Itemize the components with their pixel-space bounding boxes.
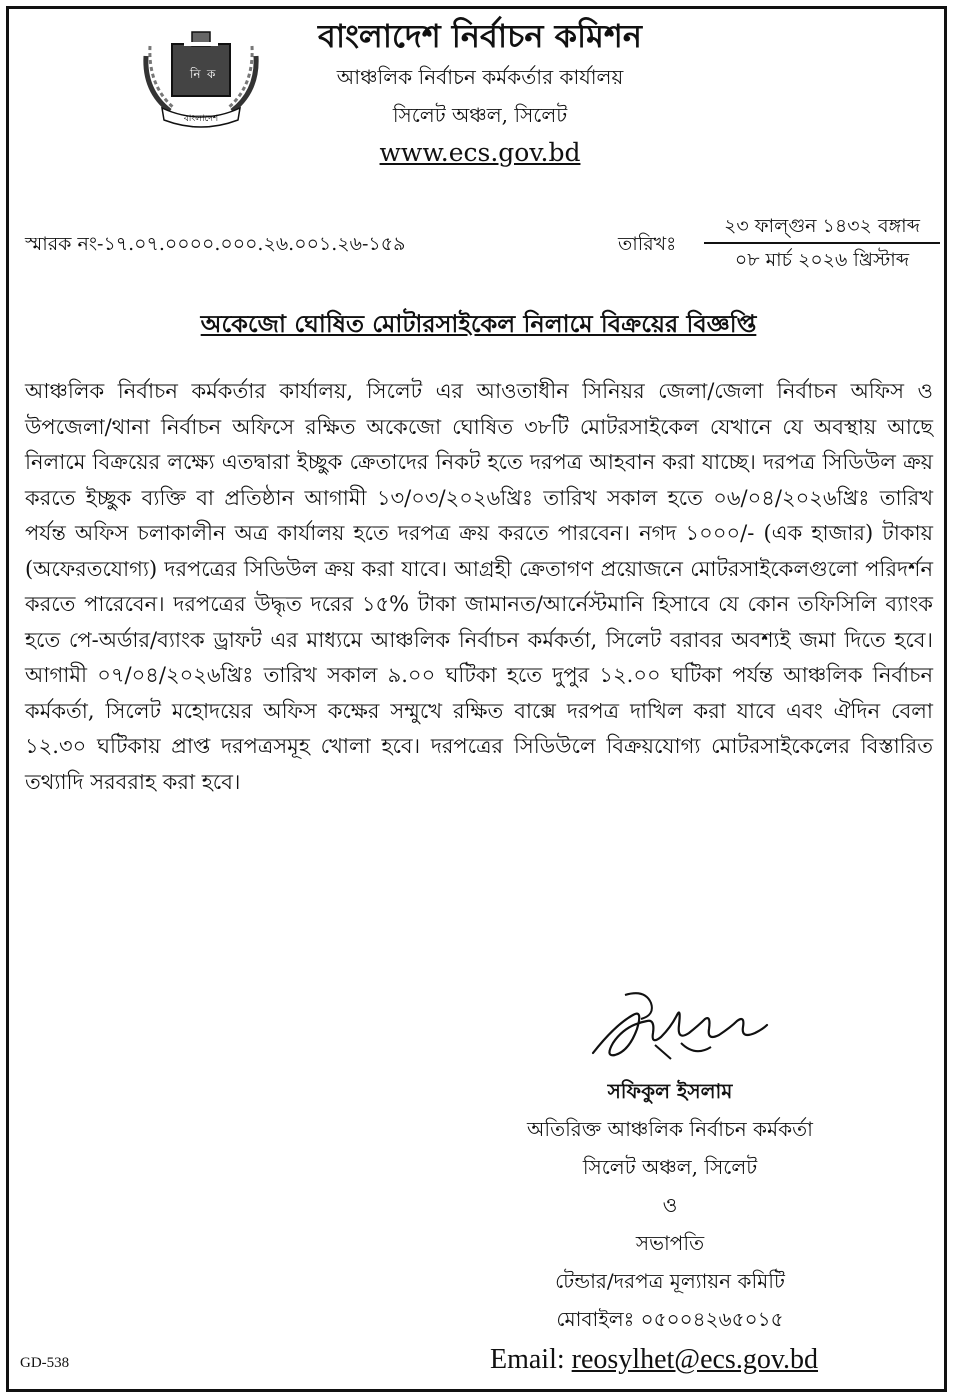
- date-gregorian: ০৮ মার্চ ২০২৬ খ্রিস্টাব্দ: [734, 249, 910, 271]
- election-commission-logo: [140, 16, 262, 128]
- handwritten-signature: [585, 985, 770, 1065]
- office-region: সিলেট অঞ্চল, সিলেট: [392, 103, 568, 127]
- signatory-committee: টেন্ডার/দরপত্র মূল্যায়ন কমিটি: [555, 1269, 785, 1293]
- date-bangla: ২৩ ফাল্গুন ১৪৩২ বঙ্গাব্দ: [704, 210, 940, 244]
- subject-text: অকেজো ঘোষিত মোটারসাইকেল নিলামে বিক্রয়ের বিজ্ঞপ্তি: [200, 309, 757, 338]
- date-block: [704, 210, 940, 276]
- memo-number: স্মারক নং-১৭.০৭.০০০০.০০০.২৬.০০১.২৬-১৫৯: [25, 233, 406, 255]
- gd-code: GD-538: [20, 1355, 70, 1371]
- notice-body: আঞ্চলিক নির্বাচন কর্মকর্তার কার্যালয়, সিলেট এর আওতাধীন সিনিয়র জেলা/জেলা নির্বাচন অফিস ও উপজেলা/থানা নির্বাচন অফিসে রক্ষিত অকেজো ঘোষিত ৩৮টি মোটরসাইকেল যেখানে যে অবস্থায় আছে নিলামে বিক্রয়ের লক্ষ্যে এতদ্বারা ইচ্ছুক ক্রেতাদের নিকট হতে দরপত্র আহবান করা যাচ্ছে। দরপত্র সিডিউল ক্রয় করতে ইচ্ছুক ব্যক্তি বা প্রতিষ্ঠান আগামী ১৩/০৩/২০২৬খ্রিঃ তারিখ সকাল হতে ০৬/০৪/২০২৬খ্রিঃ তারিখ পর্যন্ত অফিস চলাকালীন অত্র কার্যালয় হতে দরপত্র ক্রয় করতে পারবেন। নগদ ১০০০/- (এক হাজার) টাকায় (অফেরতযোগ্য) দরপত্রের সিডিউল ক্রয় করা যাবে। আগ্রহী ক্রেতাগণ প্রয়োজনে মোটরসাইকেলগুলো পরিদর্শন করতে পারেবেন। দরপত্রের উদ্ধৃত দরের ১৫% টাকা জামানত/আর্নেস্টমানি হিসাবে যে কোন তফিসিলি ব্যাংক হতে পে-অর্ডার/ব্যাংক ড্রাফট এর মাধ্যমে আঞ্চলিক নির্বাচন কর্মকর্তা, সিলেট বরাবর অবশ্যই জমা দিতে হবে। আগামী ০৭/০৪/২০২৬খ্রিঃ তারিখ সকাল ৯.০০ ঘটিকা হতে দুপুর ১২.০০ ঘটিকা পর্যন্ত আঞ্চলিক নির্বাচন কর্মকর্তা, সিলেট মহোদয়ের অফিস কক্ষের সম্মুখে রক্ষিত বাক্সে দরপত্র দাখিল করা যাবে এবং ঐদিন বেলা ১২.৩০ ঘটিকায় প্রাপ্ত দরপত্রসমূহ খোলা হবে। দরপত্রের সিডিউলে বিক্রয়যোগ্য মোটরসাইকেলের বিস্তারিত তথ্যাদি সরবরাহ করা হবে।: [25, 379, 933, 794]
- signatory-conjunction: ও: [662, 1193, 678, 1217]
- signatory-role: সভাপতি: [635, 1231, 705, 1255]
- date-label: তারিখঃ: [618, 233, 677, 255]
- signatory-region: সিলেট অঞ্চল, সিলেট: [582, 1155, 758, 1179]
- svg-text:নি: নি: [190, 67, 201, 81]
- email-label: Email:: [490, 1344, 565, 1375]
- notice-subject: [0, 306, 957, 346]
- signatory-name: সফিকুল ইসলাম: [607, 1079, 733, 1103]
- svg-text:বাংলাদেশ: বাংলাদেশ: [183, 114, 219, 124]
- office-name: আঞ্চলিক নির্বাচন কর্মকর্তার কার্যালয়: [336, 65, 624, 89]
- email-link[interactable]: reosylhet@ecs.gov.bd: [571, 1344, 819, 1375]
- signatory-mobile: মোবাইলঃ ০৫০০৪২৬৫০১৫: [556, 1307, 784, 1331]
- org-title: বাংলাদেশ নির্বাচন কমিশন: [318, 17, 642, 55]
- signatory-designation: অতিরিক্ত আঞ্চলিক নির্বাচন কর্মকর্তা: [527, 1117, 813, 1141]
- signature-block: [480, 1072, 860, 1338]
- org-header: [280, 14, 680, 172]
- email-line: [490, 1344, 818, 1376]
- svg-text:ক: ক: [207, 67, 216, 81]
- website-link[interactable]: www.ecs.gov.bd: [379, 138, 581, 167]
